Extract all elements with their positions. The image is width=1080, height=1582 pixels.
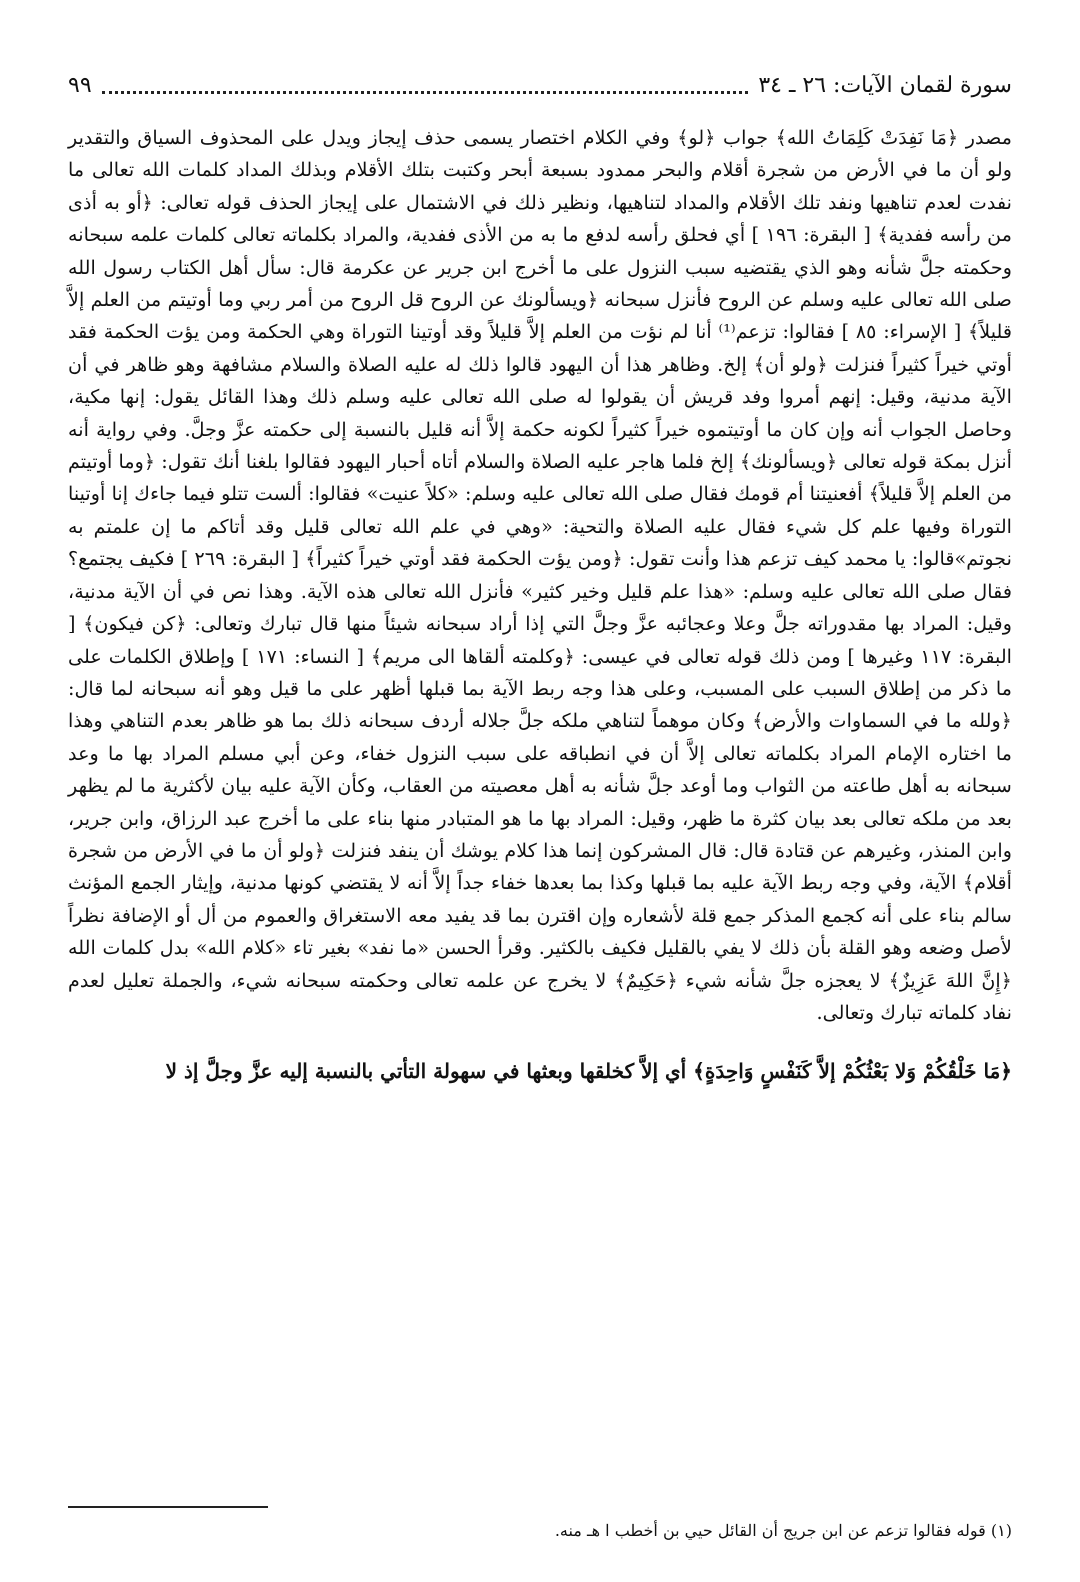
paragraph-tafsir: مصدر ﴿مَا نَفِدَتْ كَلِمَاتُ الله﴾ جواب ﴿لو﴾ وفي الكلام اختصار يسمى حذف إيجاز ويدل على المحذوف السياق والتقدير ولو أن ما في الأرض من شجرة أقلام والبحر ممدود بسبعة أبحر وكتبت بتلك الأقلام وبذلك المداد كلمات الله تعالى ما نفدت لعدم تناهيها ونفد تلك الأقلام والمداد لتناهيها، ونظير ذلك في الاشتمال على إيجاز الحذف قوله تعالى: ﴿أو به أذى من رأسه ففدية﴾ [ البقرة: ١٩٦ ] أي فحلق رأسه لدفع ما به من الأذى ففدية، والمراد بكلماته تعالى كلمات علمه سبحانه وحكمته جلَّ شأنه وهو الذي يقتضيه سبب النزول على ما أخرج ابن جرير عن عكرمة قال: سأل أهل الكتاب رسول الله صلى الله تعالى عليه وسلم عن الروح فأنزل سبحانه ﴿ويسألونك عن الروح قل الروح من أمر ربي وما أوتيتم من العلم إلاَّ قليلاً﴾ [ الإسراء: ٨٥ ] فقالوا: تزعم⁽¹⁾ أنا لم نؤت من العلم إلاَّ قليلاً وقد أوتينا التوراة وهي الحكمة ومن يؤت الحكمة فقد أوتي خيراً كثيراً فنزلت ﴿ولو أن﴾ إلخ. وظاهر هذا أن اليهود قالوا ذلك له عليه الصلاة والسلام مشافهة وهو ظاهر في أن الآية مدنية، وقيل: إنهم أمروا وفد قريش أن يقولوا له صلى الله تعالى عليه وسلم ذلك وهذا القائل يقول: إنها مكية، وحاصل الجواب أنه وإن كان ما أوتيتموه خيراً كثيراً لكونه حكمة إلاَّ أنه قليل بالنسبة إلى حكمته عزَّ وجلَّ. وفي رواية أنه أنزل بمكة قوله تعالى ﴿ويسألونك﴾ إلخ فلما هاجر عليه الصلاة والسلام أتاه أحبار اليهود فقالوا بلغنا أنك تقول: ﴿وما أوتيتم من العلم إلاَّ قليلاً﴾ أفعنيتنا أم قومك فقال صلى الله تعالى عليه وسلم: «كلاً عنيت» فقالوا: ألست تتلو فيما جاءك إنا أوتينا التوراة وفيها علم كل شيء فقال عليه الصلاة والتحية: «وهي في علم الله تعالى قليل وقد أتاكم ما إن علمتم به نجوتم»قالوا: يا محمد كيف تزعم هذا وأنت تقول: ﴿ومن يؤت الحكمة فقد أوتي خيراً كثيراً﴾ [ البقرة: ٢٦٩ ] فكيف يجتمع؟ فقال صلى الله تعالى عليه وسلم: «هذا علم قليل وخير كثير» فأنزل الله تعالى هذه الآية. وهذا نص في أن الآية مدنية، وقيل: المراد بها مقدوراته جلَّ وعلا وعجائبه عزَّ وجلَّ التي إذا أراد سبحانه شيئاً منها قال تبارك وتعالى: ﴿كن فيكون﴾ [ البقرة: ١١٧ وغيرها ] ومن ذلك قوله تعالى في عيسى: ﴿وكلمته ألقاها الى مريم﴾ [ النساء: ١٧١ ] وإطلاق الكلمات على ما ذكر من إطلاق السبب على المسبب، وعلى هذا وجه ربط الآية بما قبلها أظهر على ما قيل وهو أنه سبحانه لما قال: ﴿ولله ما في السماوات والأرض﴾ وكان موهماً لتناهي ملكه جلَّ جلاله أردف سبحانه ذلك بما هو ظاهر بعدم التناهي وهذا ما اختاره الإمام المراد بكلماته تعالى إلاَّ أن في انطباقه على سبب النزول خفاء، وعن أبي مسلم المراد بها ما وعد سبحانه به أهل طاعته من الثواب وما أوعد جلَّ شأنه به أهل معصيته من العقاب، وكأن الآية عليه بيان لأكثرية ما لم يظهر بعد من ملكه تعالى بعد بيان كثرة ما ظهر، وقيل: المراد بها ما هو المتبادر منها بناء على ما أخرج عبد الرزاق، وابن جرير، وابن المنذر، وغيرهم عن قتادة قال: قال المشركون إنما هذا كلام يوشك أن ينفد فنزلت ﴿ولو أن ما في الأرض من شجرة أقلام﴾ الآية، وفي وجه ربط الآية عليه بما قبلها وكذا بما بعدها خفاء جداً إلاَّ أنه لا يقتضي كونها مدنية، وإيثار الجمع المؤنث سالم بناء على أنه كجمع المذكر جمع قلة لأشعاره وإن اقترن بما قد يفيد معه الاستغراق والعموم من أل أو الإضافة نظراً لأصل وضعه وهو القلة بأن ذلك لا يفي بالقليل فكيف بالكثير. وقرأ الحسن «ما نفد» بغير تاء «كلام الله» بدل كلمات الله ﴿إِنَّ اللهَ عَزِيزٌ﴾ لا يعجزه جلَّ شأنه شيء ﴿حَكِيمٌ﴾ لا يخرج عن علمه تعالى وحكمته سبحانه شيء، والجملة تعليل لعدم نفاد كلماته تبارك وتعالى. xyxy=(68,126,1013,1024)
paragraph-next-verse: ﴿مَا خَلْقُكُمْ وَلا بَعْثُكُمْ إلاَّ كَنَفْسٍ وَاحِدَةٍ﴾ أي إلاَّ كخلقها وبعثها في سهولة التأتي بالنسبة إليه عزَّ وجلَّ إذ لا xyxy=(165,1059,1012,1084)
commentary-body xyxy=(68,122,1012,1088)
running-header xyxy=(68,68,1012,102)
page-number: ٩٩ xyxy=(68,72,92,98)
surah-title: سورة لقمان الآيات: ٢٦ ـ ٣٤ xyxy=(758,72,1012,98)
dot-leader xyxy=(102,77,749,94)
footnote: (١) قوله فقالوا تزعم عن ابن جريج أن القائل حيي بن أخطب ا هـ منه. xyxy=(554,1521,1012,1540)
footnote-separator xyxy=(68,1506,268,1508)
